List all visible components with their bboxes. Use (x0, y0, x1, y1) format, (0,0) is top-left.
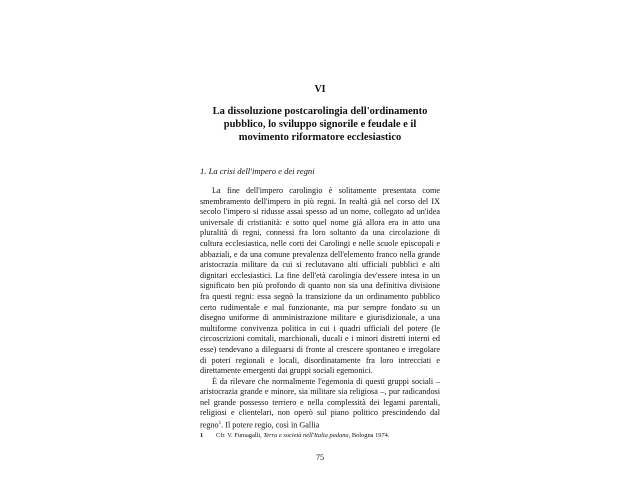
paragraph-text: . Il potere regio, così in Gallia (221, 420, 320, 430)
footnote-number: 1 (200, 432, 204, 439)
paragraph: La fine dell'impero carolingio è solitamente presentata come smembramento dell'impero in più regni. In realtà già nel corso del IX secolo l'impero si ridusse assai spesso ad un nome, collegato ad un'idea universale di cristianità: e sotto quel nome già allora era in atto una pluralità di regni, connessi fra loro soltanto da una circolazione di cultura ecclesiastica, nelle corti dei Carolingi e nelle scuole episcopali e abbaziali, e da una comune prevalenza dell'elemento franco nella grande aristocrazia militare da cui si reclutavano alti ufficiali pubblici e alti dignitari ecclesiastici. La fine dell'età carolingia dev'essere intesa in un significato ben più profondo di quanto non sia una definitiva divisione fra questi regni: essa segnò la transizione da un ordinamento pubblico certo rudimentale e mal funzionante, ma pur sempre fondato su un disegno uniforme di amministrazione militare e giurisdizionale, a una multiforme convivenza politica in cui i quadri ufficiali del potere (le circoscrizioni comitali, marchionali, ducali e i minori distretti interni ed esse) tendevano a dileguarsi di fronte al crescere spontaneo e irregolare di poteri regionali e locali, disordinatamente fra loro intrecciati e direttamente emergenti dai gruppi sociali egemonici. (200, 186, 440, 376)
footnote-text: , Bologna 1974. (348, 432, 390, 439)
paragraph (200, 377, 440, 432)
body-text (200, 186, 440, 431)
chapter-title: La dissoluzione postcarolingia dell'ordinamento pubblico, lo sviluppo signorile e feudale e il movimento riformatore ecclesiastico (212, 106, 428, 143)
page-number: 75 (316, 453, 324, 462)
footnote-title: Terra e società nell'Italia padana (263, 432, 349, 439)
footnote-reference: 1 (218, 421, 222, 427)
section-title: 1. La crisi dell'impero e dei regni (200, 166, 315, 176)
chapter-number: VI (314, 84, 326, 95)
footnote-text: Cfr. V. Fumagalli, (216, 432, 264, 439)
footnote (200, 432, 440, 440)
paragraph-text: È da rilevare che normalmente l'egemonia di questi gruppi sociali – aristocrazia grande e minore, sia militare sia religiosa –, pur radicandosi nel grande possesso terriero e nella complessità dei legami parentali, religiosi e clientelari, non operò sul piano politico prescindendo dal regno (200, 376, 440, 430)
